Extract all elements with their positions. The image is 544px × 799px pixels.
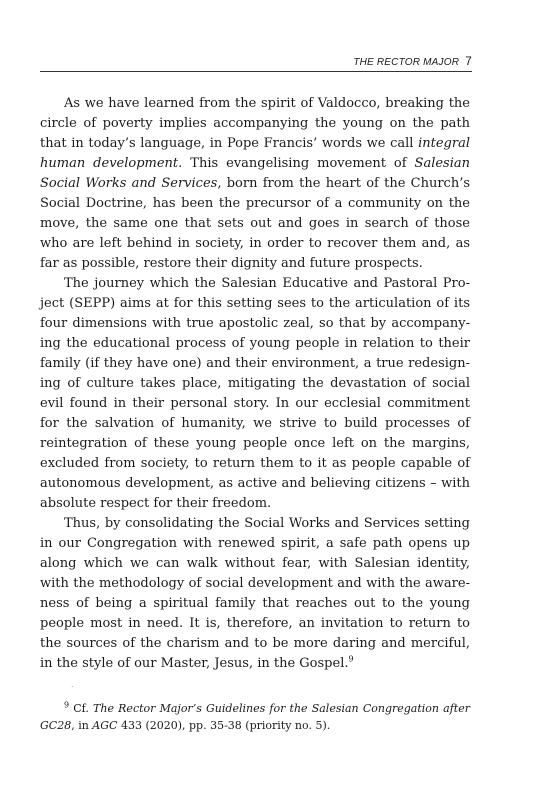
page-number: 7 <box>465 54 472 68</box>
running-header <box>40 54 472 68</box>
paragraph-1-text-2: This evangelising movement of <box>182 156 415 171</box>
footnote-separator-mark: . <box>71 680 74 689</box>
footnote-9 <box>40 700 470 734</box>
emphasis-integral-development: integral human development. <box>40 136 470 171</box>
footnote-text-3: 433 (2020), pp. 35-38 (priority no. 5). <box>117 719 331 732</box>
paragraph-1-text: As we have learned from the spirit of Valdocco, breaking the circle of poverty implies accompanying the young on the path that in today’s language, in Pope Francis’ words we call <box>40 96 470 151</box>
paragraph-3 <box>40 514 470 674</box>
paragraph-1 <box>40 94 470 274</box>
footnote-reference: 9 <box>348 654 354 664</box>
running-header-title: THE RECTOR MAJOR <box>353 57 460 68</box>
footnote <box>40 700 470 734</box>
emphasis-social-works: Salesian Social Works and Services <box>40 156 471 191</box>
footnote-text-2: , in <box>71 719 93 732</box>
footnote-number: 9 <box>64 700 70 710</box>
footnote-journal: AGC <box>92 719 118 732</box>
footnote-title: The Rector Major’s Guidelines for the Salesian Congregation after GC28 <box>40 702 470 732</box>
paragraph-1-text-3: , born from the heart of the Church’s Social Doctrine, has been the precursor of a community on the move, the same one that sets out and goes in search of those who are left behind in society, in order to recover them and, as far as possible, restore their dignity and future prospects. <box>40 176 471 271</box>
main-text <box>40 94 470 674</box>
paragraph-2: The journey which the Salesian Educative and Pastoral Project (SEPP) aims at for this setting sees to the articulation of its four dimensions with true apostolic zeal, so that by accompanying the educational process of young people in relation to their family (if they have one) and their environment, a true redesigning of culture takes place, mitigating the devastation of social evil found in their personal story. In our ecclesial commitment for the salvation of humanity, we strive to build processes of reintegration of these young people once left on the margins, excluded from society, to return them to it as people capable of autonomous development, as active and believing citizens – with absolute respect for their freedom. <box>40 276 470 511</box>
paragraph-3-text: Thus, by consolidating the Social Works and Services setting in our Congregation with renewed spirit, a safe path opens up along which we can walk without fear, with Salesian identity, with the methodology of social development and with the awareness of being a spiritual family that reaches out to the young people most in need. It is, therefore, an invitation to return to the sources of the charism and to be more daring and merciful, in the style of our Master, Jesus, in the Gospel. <box>40 516 470 671</box>
header-rule <box>40 71 472 72</box>
footnote-text: Cf. <box>69 702 94 715</box>
